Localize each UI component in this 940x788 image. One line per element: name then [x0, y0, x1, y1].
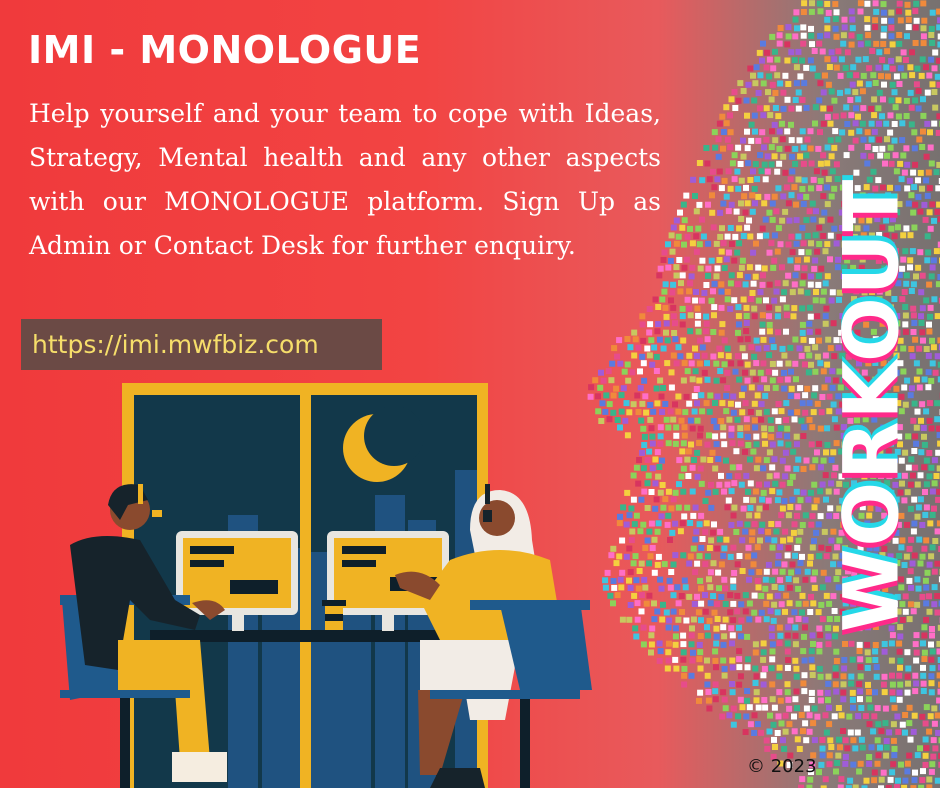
workout-vertical-label: WORKOUT: [826, 177, 916, 633]
coffee-cup-icon: [322, 600, 346, 630]
copyright-notice: © 2023: [747, 756, 817, 777]
description-paragraph: Help yourself and your team to cope with Ideas, Strategy, Mental health and any other aspects with our MONOLOGUE platform. Sign Up as Admin or Contact Desk for further enquiry.: [29, 99, 661, 260]
page-title: IMI - MONOLOGUE: [28, 28, 422, 72]
website-link[interactable]: https://imi.mwfbiz.com: [21, 319, 382, 370]
